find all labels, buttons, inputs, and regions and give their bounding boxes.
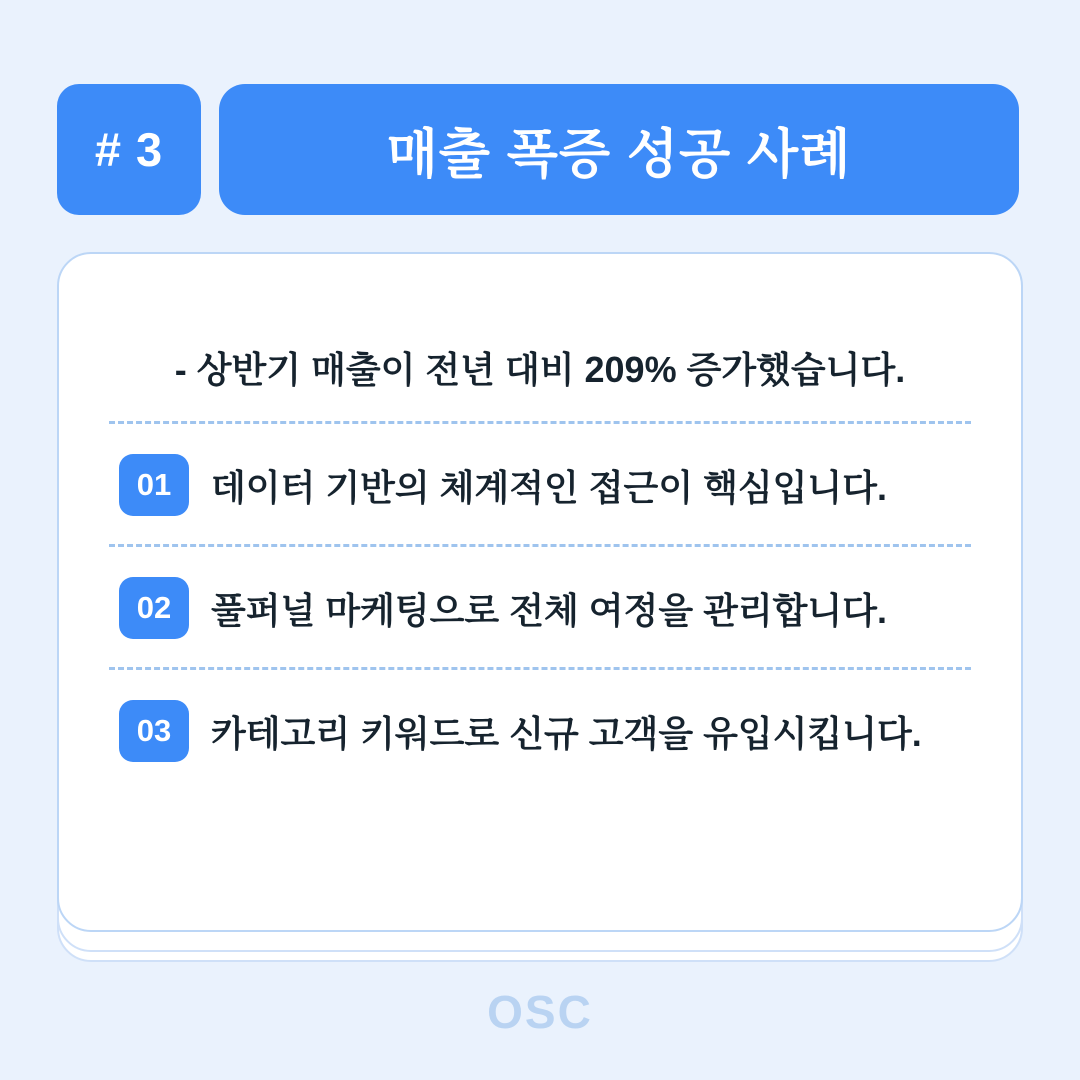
card-stack bbox=[57, 252, 1023, 952]
lead-statement bbox=[101, 342, 979, 393]
list-item bbox=[101, 577, 979, 639]
item-text: 카테고리 키워드로 신규 고객을 유입시킵니다. bbox=[211, 712, 922, 754]
item-number-badge: 02 bbox=[119, 577, 189, 639]
content-card bbox=[57, 252, 1023, 932]
page-title: 매출 폭증 성공 사례 bbox=[219, 84, 1019, 215]
item-number-badge: 01 bbox=[119, 454, 189, 516]
header bbox=[57, 84, 1019, 215]
lead-dash: - bbox=[174, 349, 187, 390]
section-number-badge: # 3 bbox=[57, 84, 201, 215]
list-item bbox=[101, 700, 979, 762]
list-item bbox=[101, 454, 979, 516]
divider bbox=[109, 667, 971, 670]
divider bbox=[109, 421, 971, 424]
item-number-badge: 03 bbox=[119, 700, 189, 762]
divider bbox=[109, 544, 971, 547]
lead-statement-text: 상반기 매출이 전년 대비 209% 증가했습니다. bbox=[196, 349, 906, 390]
item-text: 풀퍼널 마케팅으로 전체 여정을 관리합니다. bbox=[211, 589, 887, 631]
item-text: 데이터 기반의 체계적인 접근이 핵심입니다. bbox=[211, 466, 887, 508]
brand-logo: OSC bbox=[487, 986, 593, 1038]
